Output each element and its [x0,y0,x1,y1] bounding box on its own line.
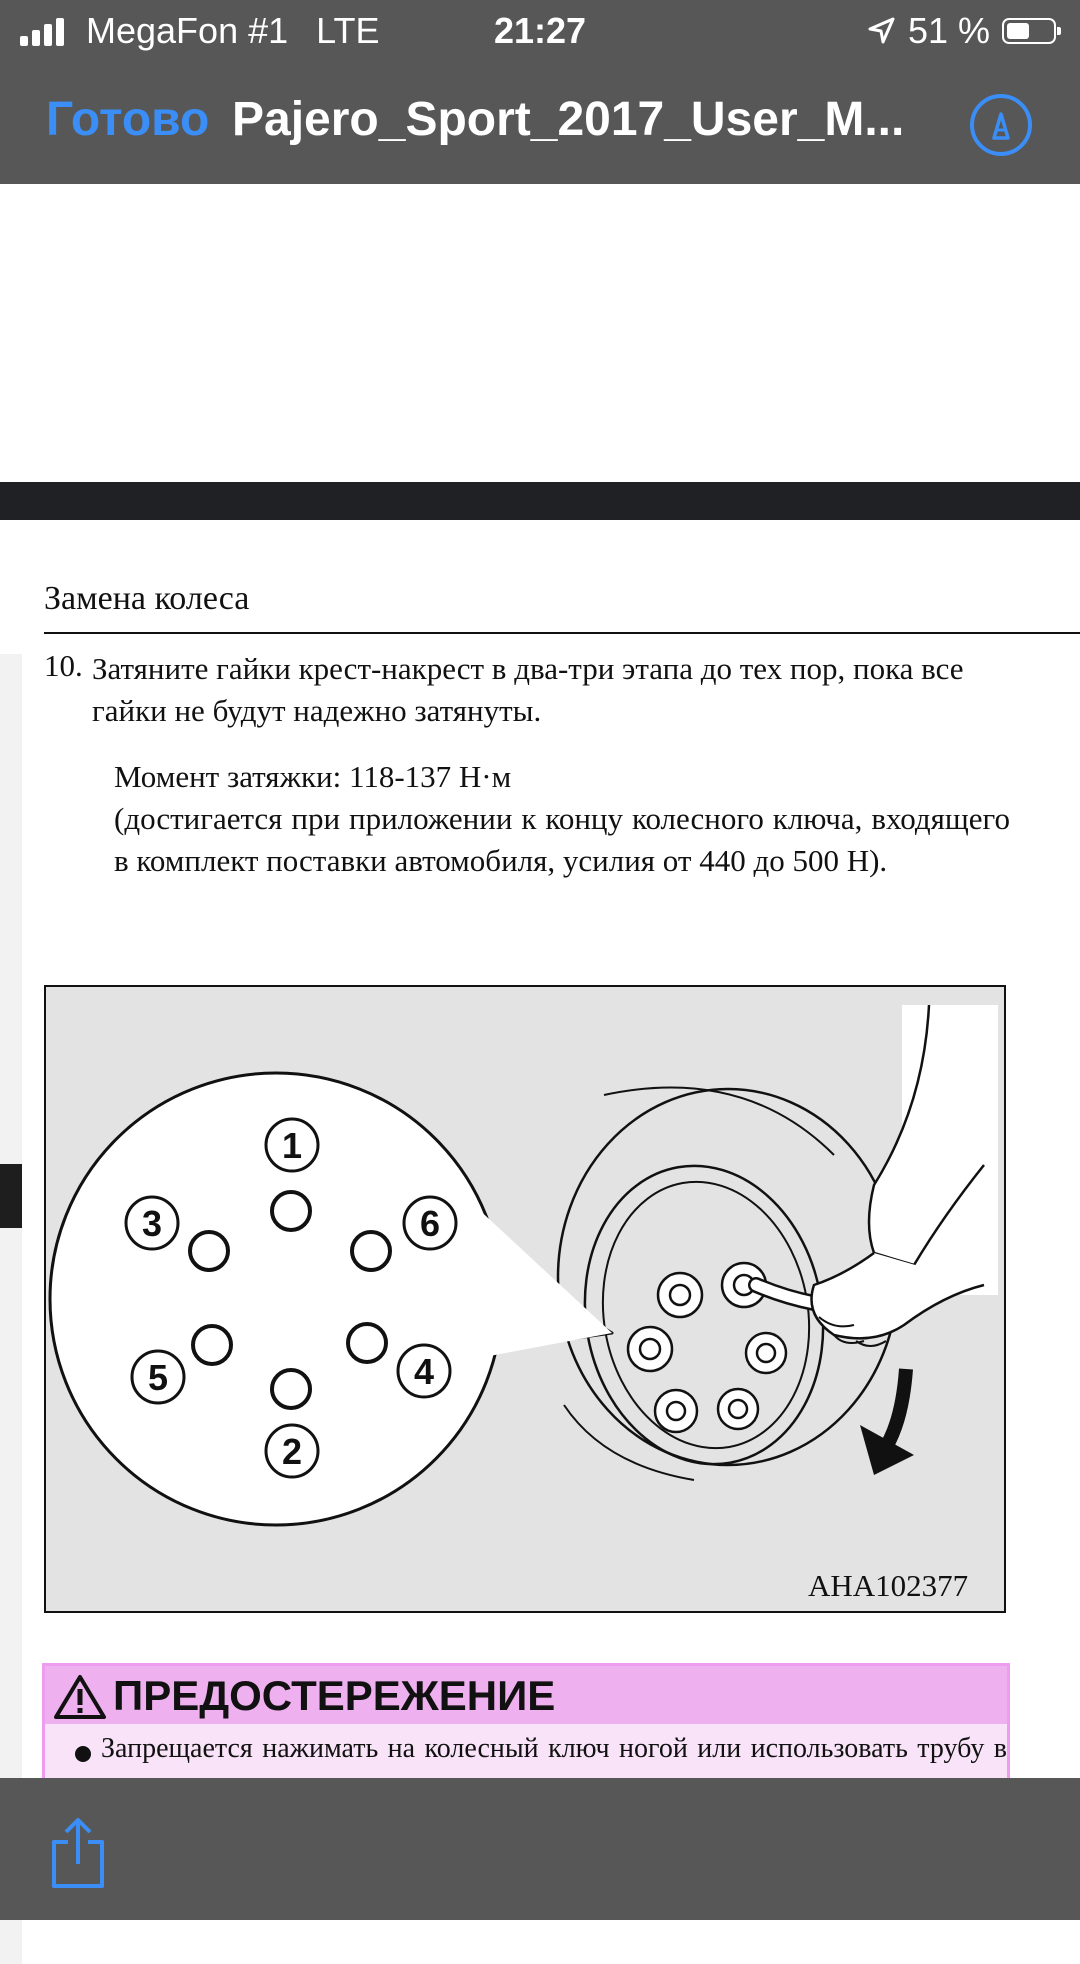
warning-text: Запрещается нажимать на колесный ключ ногой или использовать трубу в [101,1733,1007,1764]
warning-title: ПРЕДОСТЕРЕЖЕНИЕ [113,1672,556,1719]
bottom-toolbar [0,1778,1080,1920]
sequence-label-1: 1 [281,1125,303,1166]
share-icon [48,1816,108,1890]
done-button[interactable]: Готово [46,93,210,146]
page-separator [0,482,1080,520]
sequence-label-3: 3 [141,1203,163,1244]
status-bar [0,0,1080,62]
section-divider [44,632,1080,634]
wheel-nut-illustration [44,985,1006,1613]
torque-block [114,756,1010,882]
sequence-label-5: 5 [147,1357,169,1398]
section-title: Замена колеса [44,580,250,617]
scroll-gutter [0,654,22,1964]
markup-button[interactable] [970,94,1032,156]
document-title: Pajero_Sport_2017_User_M... [232,93,905,146]
network-type: LTE [316,10,380,51]
sequence-label-4: 4 [413,1351,435,1392]
carrier-name: MegaFon #1 [86,10,289,51]
torque-note: (достигается при приложении к концу колесного ключа, входящего в комплект поставки автомобиля, усилия от 440 до 500 Н). [114,801,1010,878]
battery-icon [1002,18,1056,44]
pdf-viewer[interactable] [0,184,1080,1778]
clock: 21:27 [493,10,587,51]
sequence-label-6: 6 [419,1203,441,1244]
scroll-indicator[interactable] [0,1164,22,1228]
bullet-icon [75,1746,91,1762]
nav-bar [0,62,1080,184]
warning-header [45,1666,1007,1724]
sequence-label-2: 2 [281,1431,303,1472]
torque-label: Момент затяжки: 118-137 Н·м [114,759,512,794]
step-text: Затяните гайки крест-накрест в два-три этапа до тех пор, пока все гайки не будут надежно затянуты. [92,651,964,728]
status-right [866,10,1056,52]
figure-code: AHA102377 [808,1568,969,1603]
share-button[interactable] [48,1816,108,1895]
battery-percent: 51 % [907,10,990,51]
step-number: 10. [44,648,83,683]
markup-pen-icon [974,98,1028,152]
location-arrow-icon [866,16,896,46]
warning-triangle-icon [53,1674,107,1720]
